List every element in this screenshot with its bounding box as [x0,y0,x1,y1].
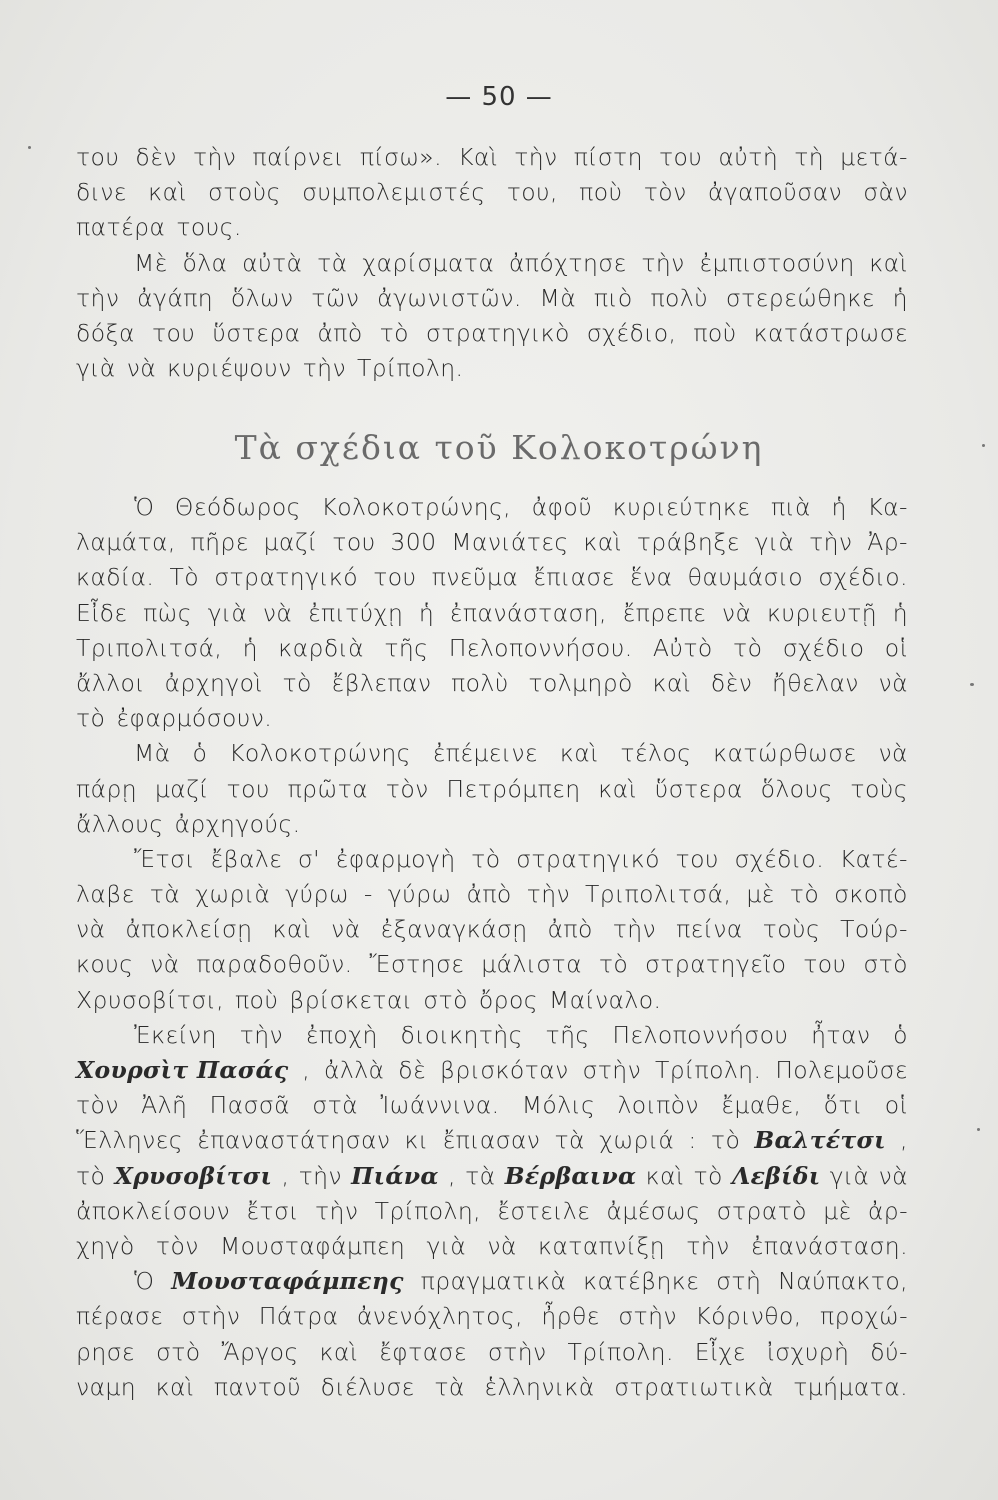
text-line: Τριπολιτσά, ἡ καρδιὰ τῆς Πελοποννήσου. Αὐτὸ τὸ σχέδιο οἱ [76,633,908,662]
text-line: τὴν ἀγάπη ὅλων τῶν ἀγωνιστῶν. Μὰ πιὸ πολὺ στερεώθηκε ἡ [76,283,908,312]
page-number: — 50 — [445,82,553,112]
text-line: λαμάτα, πῆρε μαζί του 300 Μανιάτες καὶ τράβηξε γιὰ τὴν Ἀρ- [76,528,908,557]
text-line: ἄλλοι ἀρχηγοὶ τὸ ἔβλεπαν πολὺ τολμηρὸ καὶ δὲν ἤθελαν νὰ [76,668,908,697]
text-line: πέρασε στὴν Πάτρα ἀνενόχλητος, ἦρθε στὴν Κόρινθο, προχώ- [76,1302,908,1331]
page-speck [28,146,31,149]
page-speck [970,683,974,686]
page-speck [982,444,985,447]
paragraph-block-main [76,493,908,1408]
text-line: τὸ ἐφαρμόσουν. [76,704,273,733]
text-line: τὸν Ἀλῆ Πασσᾶ στὰ Ἰωάννινα. Μόλις λοιπὸν ἔμαθε, ὅτι οἱ [76,1091,908,1120]
text-line: του δὲν τὴν παίρνει πίσω». Καὶ τὴν πίστη του αὐτὴ τὴ μετά- [76,143,908,171]
text-line: πάρῃ μαζί του πρῶτα τὸν Πετρόμπεη καὶ ὕστερα ὅλους τοὺς [76,774,908,803]
section-heading: Τὰ σχέδια τοῦ Κολοκοτρώνη [234,428,764,467]
text-line: καδία. Τὸ στρατηγικό του πνεῦμα ἔπιασε ἕνα θαυμάσιο σχέδιο. [76,563,908,592]
text-line: Ἕλληνες ἐπαναστάτησαν κι ἔπιασαν τὰ χωριά : τὸ Βαλτέτσι , [76,1126,908,1155]
text-line: τὸ Χρυσοβίτσι , τὴν Πιάνα , τὰ Βέρβαινα καὶ τὸ Λεβίδι γιὰ νὰ [76,1161,908,1190]
text-line: Χουρσὶτ Πασάς , ἀλλὰ δὲ βρισκόταν στὴν Τρίπολη. Πολεμοῦσε [76,1056,908,1084]
text-line: δόξα του ὕστερα ἀπὸ τὸ στρατηγικὸ σχέδιο, ποὺ κατάστρωσε [76,318,908,347]
text-line: Εἶδε πὼς γιὰ νὰ ἐπιτύχῃ ἡ ἐπανάσταση, ἔπρεπε νὰ κυριευτῇ ἡ [76,598,908,627]
text-line: γιὰ νὰ κυριέψουν τὴν Τρίπολη. [76,354,464,383]
page-speck [977,1128,980,1131]
text-line: Ὁ Θεόδωρος Κολοκοτρώνης, ἀφοῦ κυριεύτηκε πιὰ ἡ Κα- [134,493,908,521]
text-line: Μὲ ὅλα αὐτὰ τὰ χαρίσματα ἀπόχτησε τὴν ἐμπιστοσύνη καὶ [134,248,908,277]
text-line: Χρυσοβίτσι, ποὺ βρίσκεται στὸ ὄρος Μαίναλο. [76,985,662,1014]
text-line: Ἔτσι ἔβαλε σ' ἐφαρμογὴ τὸ στρατηγικό του σχέδιο. Κατέ- [134,844,908,873]
text-line: ἄλλους ἀρχηγούς. [76,809,301,838]
text-line: Μὰ ὁ Κολοκοτρώνης ἐπέμεινε καὶ τέλος κατώρθωσε νὰ [134,739,908,768]
text-line: λαβε τὰ χωριὰ γύρω - γύρω ἀπὸ τὴν Τριπολιτσά, μὲ τὸ σκοπὸ [76,880,908,909]
paragraph-block-intro [76,143,908,389]
text-line: ἀποκλείσουν ἔτσι τὴν Τρίπολη, ἔστειλε ἀμέσως στρατὸ μὲ ἀρ- [76,1196,908,1225]
text-line: Ὁ Μουσταφάμπεης πραγματικὰ κατέβηκε στὴ Ναύπακτο, [134,1267,908,1296]
text-line: πατέρα τους. [76,213,242,242]
text-line: νὰ ἀποκλείσῃ καὶ νὰ ἐξαναγκάσῃ ἀπὸ τὴν πείνα τοὺς Τούρ- [76,915,908,944]
text-line: Ἐκείνη τὴν ἐποχὴ διοικητὴς τῆς Πελοποννήσου ἦταν ὁ [134,1020,908,1049]
text-line: ρησε στὸ Ἄργος καὶ ἔφτασε στὴν Τρίπολη. Εἶχε ἰσχυρὴ δύ- [76,1337,908,1366]
text-line: κους νὰ παραδοθοῦν. Ἔστησε μάλιστα τὸ στρατηγεῖο του στὸ [76,950,908,979]
text-line: δινε καὶ στοὺς συμπολεμιστές του, ποὺ τὸν ἀγαποῦσαν σὰν [76,178,908,207]
text-line: χηγὸ τὸν Μουσταφάμπεη γιὰ νὰ καταπνίξῃ τὴν ἐπανάσταση. [76,1231,908,1260]
text-line: ναμη καὶ παντοῦ διέλυσε τὰ ἑλληνικὰ στρατιωτικὰ τμήματα. [76,1372,908,1401]
